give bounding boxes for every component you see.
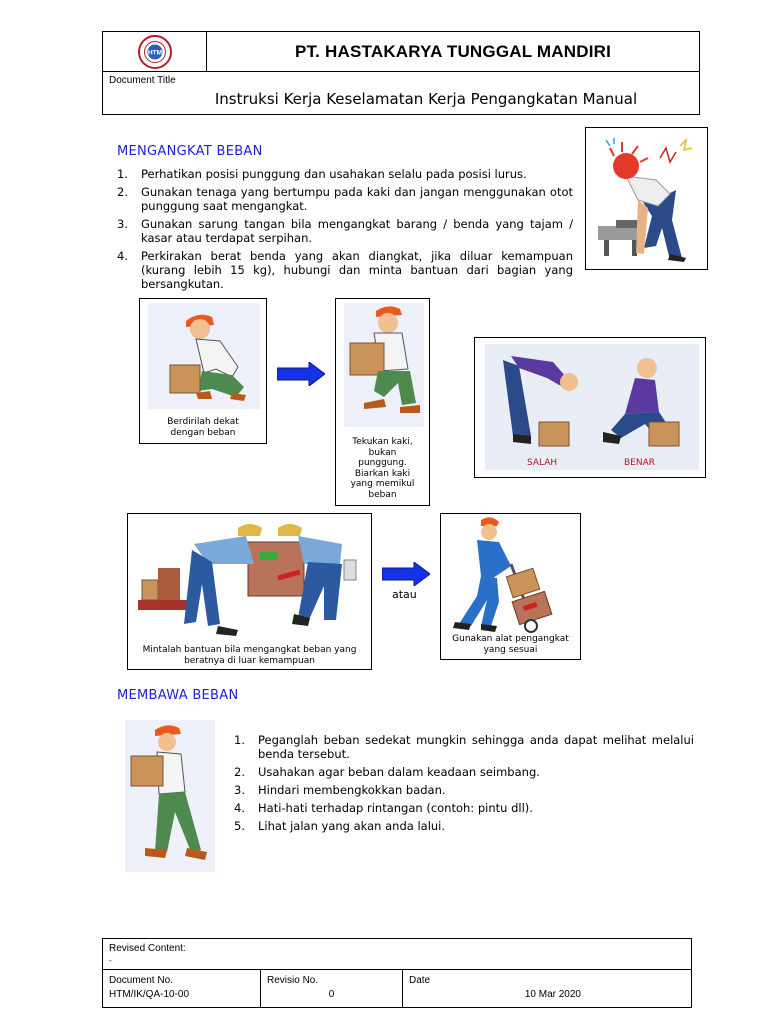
revised-content-row xyxy=(103,939,691,970)
revision-value: 0 xyxy=(328,989,335,1000)
revised-content-label: Revised Content: xyxy=(109,943,186,954)
back-pain-illustration xyxy=(585,127,708,270)
caption-stand-near: Berdirilah dekat dengan beban xyxy=(167,417,239,438)
list-item: 5. Lihat jalan yang akan anda lalui. xyxy=(234,819,446,833)
list-item: 1. Perhatikan posisi punggung dan usahakan selalu pada posisi lurus. xyxy=(117,167,527,181)
company-logo xyxy=(103,32,207,72)
ask-help-illustration xyxy=(127,513,372,670)
or-label: atau xyxy=(392,588,417,601)
list-item: 2. Gunakan tenaga yang bertumpu pada kaki dan jangan menggunakan otot punggung saat mengangkat. xyxy=(117,185,573,213)
list-item: 3. Gunakan sarung tangan bila mengangkat barang / benda yang tajam / kasar atau terdapat serpihan. xyxy=(117,217,573,245)
hand-truck-illustration xyxy=(440,513,581,660)
carrying-steps xyxy=(234,733,694,837)
wrong-right-posture-illustration xyxy=(474,337,706,478)
carrying-illustration xyxy=(125,720,215,872)
caption-bend-knees: Tekukan kaki, bukan punggung. Biarkan kaki yang memikul beban xyxy=(350,437,415,500)
caption-use-tool: Gunakan alat pengangkat yang sesuai xyxy=(452,634,569,655)
revision-cell xyxy=(261,970,403,1007)
list-item: 1. Peganglah beban sedekat mungkin sehingga anda dapat melihat melalui benda tersebut. xyxy=(234,733,694,761)
list-item: 4. Hati-hati terhadap rintangan (contoh: pintu dll). xyxy=(234,801,533,815)
revision-label: Revisio No. xyxy=(267,975,319,986)
document-footer xyxy=(102,938,692,1008)
caption-ask-help: Mintalah bantuan bila mengangkat beban yang beratnya di luar kemampuan xyxy=(142,645,357,666)
arrow-right-icon xyxy=(382,562,430,586)
label-wrong: SALAH xyxy=(527,458,558,468)
date-label: Date xyxy=(409,975,431,986)
stand-near-load-illustration xyxy=(139,298,267,444)
list-item: 4. Perkirakan berat benda yang akan diangkat, jika diluar kemampuan (kurang lebih 15 kg), hubungi dan minta bantuan dari bagian yang bersangkutan. xyxy=(117,249,573,291)
document-title-label: Document Title xyxy=(109,75,176,86)
document-no-label: Document No. xyxy=(109,975,173,986)
list-item: 2. Usahakan agar beban dalam keadaan seimbang. xyxy=(234,765,540,779)
logo-text: HTM xyxy=(147,49,162,56)
document-no-cell xyxy=(103,970,261,1007)
company-name: PT. HASTAKARYA TUNGGAL MANDIRI xyxy=(207,32,699,72)
bend-knees-illustration xyxy=(335,298,430,506)
document-title: Instruksi Kerja Keselamatan Kerja Pengangkatan Manual xyxy=(214,90,638,108)
arrow-right-icon xyxy=(277,362,325,386)
document-no-value: HTM/IK/QA-10-00 xyxy=(109,989,190,1000)
revised-content-value: - xyxy=(109,956,112,965)
list-item: 3. Hindari membengkokkan badan. xyxy=(234,783,446,797)
document-header xyxy=(102,31,700,115)
label-right: BENAR xyxy=(624,458,656,468)
date-cell xyxy=(403,970,691,1007)
lifting-steps xyxy=(117,167,573,295)
section-title-carrying: MEMBAWA BEBAN xyxy=(117,688,239,703)
section-title-lifting: MENGANGKAT BEBAN xyxy=(117,144,263,159)
date-value: 10 Mar 2020 xyxy=(524,989,581,1000)
